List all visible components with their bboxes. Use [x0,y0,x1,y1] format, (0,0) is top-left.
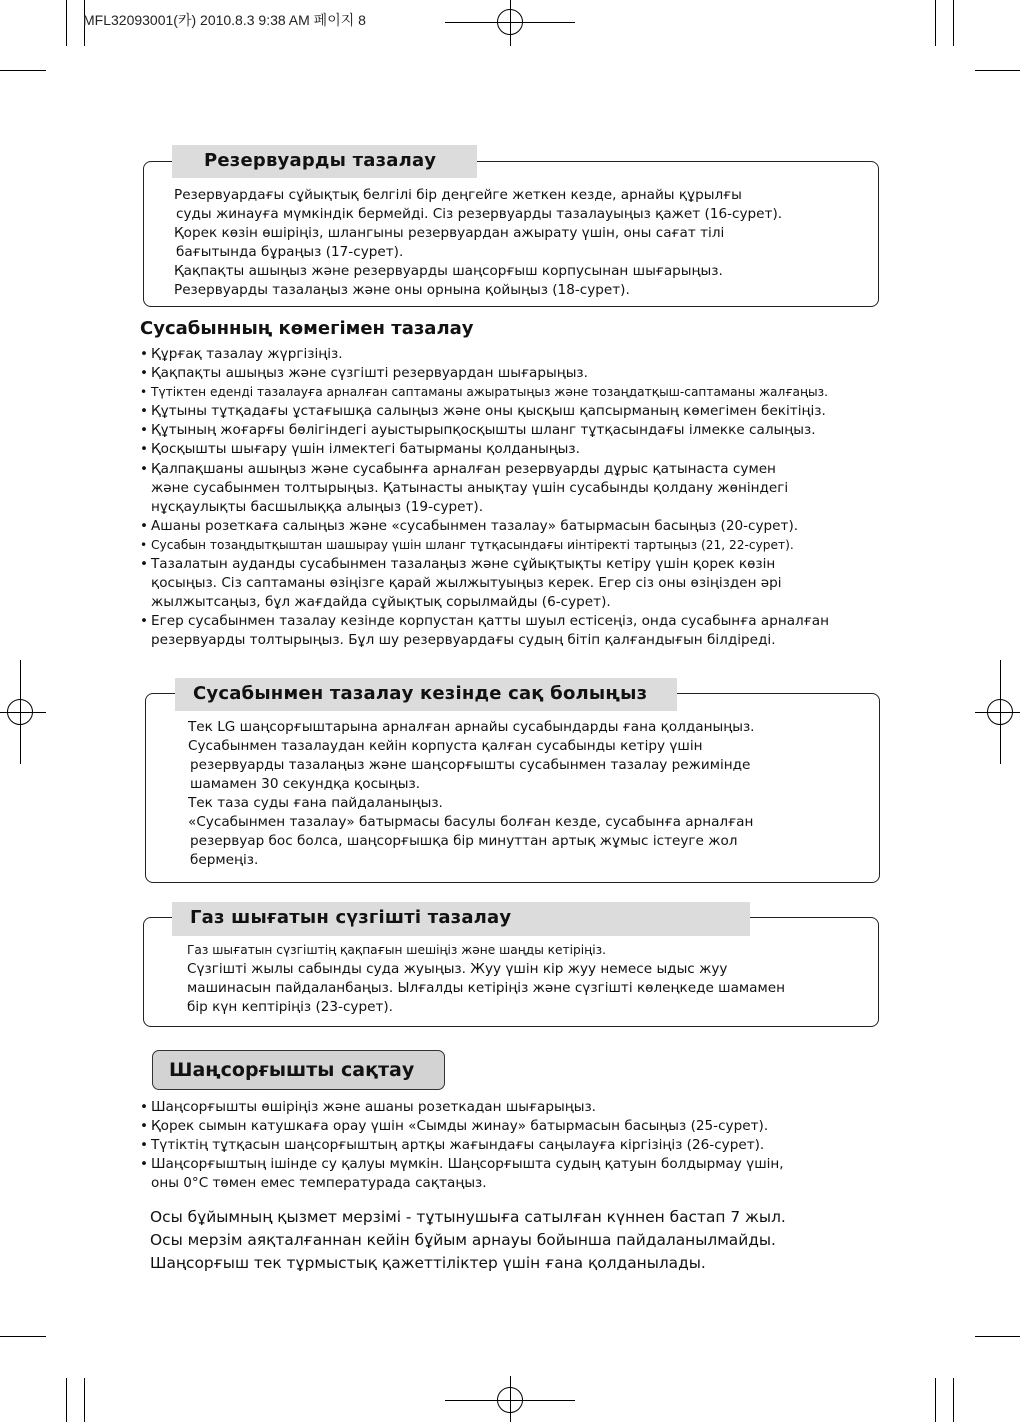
text-line: суды жинауға мүмкіндік бермейді. Сіз резервуарды тазалауыңыз қажет (16-сурет). [176,206,783,222]
list-item: • Тазалатын ауданды сусабынмен тазалаңыз және сұйықтықты кетіру үшін қорек көзін [140,555,829,574]
text-line: бермеңіз. [190,852,259,868]
text-line: Қорек көзін өшіріңіз, шлангыны резервуардан ажырату үшін, оны сағат тілі [174,225,725,241]
text-line: Резервуарды тазалаңыз және оны орнына қойыңыз (18-сурет). [174,282,630,298]
print-header: MFL32093001(카) 2010.8.3 9:38 AM 페이지 8 [83,12,366,28]
registration-mark [510,0,511,46]
service-life-text [150,1206,786,1275]
list-item: • Түтіктен еденді тазалауға арналған саптаманы ажыратыңыз және тозаңдатқыш-саптаманы жалғаңыз. [140,383,829,402]
text-line: бағытында бұраңыз (17-сурет). [176,244,404,260]
crop-mark [935,1378,936,1422]
crop-mark [66,0,67,46]
list-item: • Қалпақшаны ашыңыз және сусабынға арналған резервуарды дұрыс қатынаста сумен [140,460,829,479]
registration-mark [20,660,21,764]
crop-mark [975,1336,1020,1337]
tank-cleaning-text [174,186,782,300]
list-item: • Сусабын тозаңдытқыштан шашырау үшін шланг тұтқасындағы иінтіректі тартыңыз (21, 22-сурет). [140,536,829,555]
storage-list [140,1098,784,1193]
text-line: Тек таза суды ғана пайдаланыңыз. [188,795,443,811]
exhaust-filter-title: Газ шығатын сүзгішті тазалау [172,902,750,936]
list-item: • Қосқышты шығару үшін ілмектегі батырманы қолданыңыз. [140,440,829,459]
registration-mark [1000,660,1001,764]
list-item: • Құрғақ тазалау жүргізіңіз. [140,345,829,364]
list-item-continuation: нұсқаулықты басшылыққа алыңыз (19-сурет). [151,498,484,515]
caution-title: Сусабынмен тазалау кезінде сақ болыңыз [175,678,677,711]
text-line: резервуар бос болса, шаңсорғышқа бір минуттан артық жұмыс істеуге жол [190,833,738,849]
crop-mark [953,1378,954,1422]
registration-mark [975,712,1020,713]
crop-mark [0,1336,46,1337]
registration-mark [510,1376,511,1422]
text-line: Резервуардағы сұйықтық белгілі бір деңгейге жеткен кезде, арнайы құрылғы [174,187,742,203]
text-line: бір күн кептіріңіз (23-сурет). [187,999,394,1015]
storage-title: Шаңсорғышты сақтау [152,1050,445,1090]
tank-cleaning-title: Резервуарды тазалау [172,145,477,178]
text-line: Қақпақты ашыңыз және резервуарды шаңсорғыш корпусынан шығарыңыз. [174,263,723,279]
registration-mark [0,712,46,713]
list-item: • Қорек сымын катушкаға орау үшін «Сымды жинау» батырмасын басыңыз (25-сурет). [140,1117,784,1136]
list-item: • Құтының жоғарғы бөлігіндегі ауыстырыпқосқышты шланг тұтқасындағы ілмекке салыңыз. [140,421,829,440]
crop-mark [84,1378,85,1422]
text-line: Осы мерзім аяқталғаннан кейін бұйым арнауы бойынша пайдаланылмайды. [150,1231,776,1249]
crop-mark [0,70,46,71]
text-line: Шаңсорғыш тек тұрмыстық қажеттіліктер үшін ғана қолданылады. [150,1254,706,1272]
list-item: • Шаңсорғыштың ішінде су қалуы мүмкін. Шаңсорғышта судың қатуын болдырмау үшін, [140,1155,784,1174]
list-item: • Түтіктің тұтқасын шаңсорғыштың артқы жағындағы саңылауға кіргізіңіз (26-сурет). [140,1136,784,1155]
list-item: • Егер сусабынмен тазалау кезінде корпустан қатты шуыл естісеңіз, онда сусабынға арналған [140,612,829,631]
crop-mark [66,1378,67,1422]
crop-mark [975,70,1020,71]
exhaust-filter-text [187,941,785,1017]
crop-mark [953,0,954,46]
text-line: резервуарды тазалаңыз және шаңсорғышты сусабынмен тазалау режимінде [190,757,751,773]
text-line: машинасын пайдаланбаңыз. Ылғалды кетіріңіз және сүзгішті көлеңкеде шамамен [187,980,786,996]
caution-text [188,718,755,870]
text-line: Осы бұйымның қызмет мерзімі - тұтынушыға сатылған күннен бастап 7 жыл. [150,1208,786,1226]
list-item-continuation: резервуарды толтырыңыз. Бұл шу резервуардағы судың бітіп қалғандығын білдіреді. [151,632,776,649]
text-line: Газ шығатын сүзгіштің қақпағын шешіңіз және шаңды кетіріңіз. [187,943,606,957]
list-item: • Қақпақты ашыңыз және сүзгішті резервуардан шығарыңыз. [140,364,829,383]
text-line: «Сусабынмен тазалау» батырмасы басулы болған кезде, сусабынға арналған [188,814,754,830]
list-item: • Шаңсорғышты өшіріңіз және ашаны розеткадан шығарыңыз. [140,1098,784,1117]
list-item-continuation: жылжытсаңыз, бұл жағдайда сұйықтық сорылмайды (6-сурет). [151,594,611,611]
text-line: Сүзгішті жылы сабынды суда жуыңыз. Жуу үшін кір жуу немесе ыдыс жуу [187,961,728,977]
text-line: шамамен 30 секундқа қосыңыз. [190,776,421,792]
list-item-continuation: және сусабынмен толтырыңыз. Қатынасты анықтау үшін сусабынды қолдану жөніндегі [151,479,789,496]
crop-mark [935,0,936,46]
text-line: Тек LG шаңсорғыштарына арналған арнайы сусабындарды ғана қолданыңыз. [188,719,755,735]
list-item: • Құтыны тұтқадағы ұстағышқа салыңыз және оны қысқыш қапсырманың көмегімен бекітіңіз. [140,402,829,421]
list-item-continuation: оны 0°C төмен емес температурада сақтаңыз. [151,1175,487,1192]
detergent-cleaning-list [140,345,829,651]
list-item-continuation: қосыңыз. Сіз саптаманы өзіңізге қарай жылжытуыңыз керек. Егер сіз оны өзіңізден әрі [151,575,782,592]
detergent-cleaning-title: Сусабынның көмегімен тазалау [140,318,474,339]
text-line: Сусабынмен тазалаудан кейін корпуста қалған сусабынды кетіру үшін [188,738,703,754]
list-item: • Ашаны розеткаға салыңыз және «сусабынмен тазалау» батырмасын басыңыз (20-сурет). [140,517,829,536]
